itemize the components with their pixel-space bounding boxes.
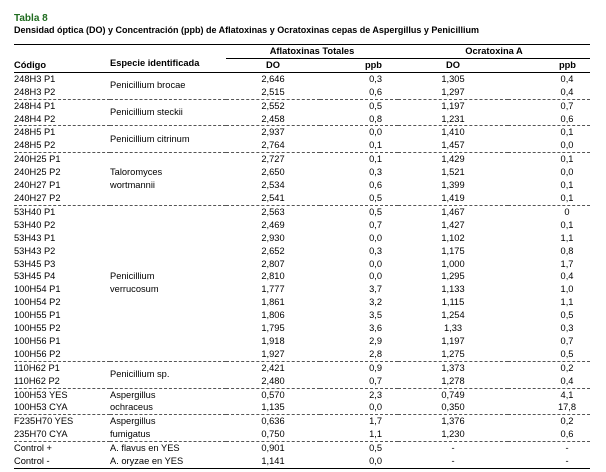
cell-code: 110H62 P2 <box>14 375 60 386</box>
species-line: Penicillium brocae <box>110 80 186 91</box>
cell-afla-do: 2,646 <box>261 73 285 84</box>
cell-afla-do: 1,918 <box>261 335 285 346</box>
cell-code: 248H4 P2 <box>14 113 56 124</box>
cell-species <box>110 415 226 442</box>
header-row-sub <box>14 58 590 72</box>
cell-afla-do: 1,795 <box>261 323 285 334</box>
cell-code: 248H5 P1 <box>14 126 110 139</box>
cell-ocra-do: - <box>398 455 508 468</box>
cell-afla-do: 1,927 <box>261 348 285 359</box>
cell-afla-ppb: 0,8 <box>369 113 382 124</box>
cell-afla-do: 0,570 <box>226 388 320 401</box>
cell-afla-ppb: 0,0 <box>320 455 398 468</box>
cell-afla-ppb: 0,0 <box>320 126 398 139</box>
cell-ocra-do: 1,33 <box>443 323 463 334</box>
cell-afla-ppb: 0,3 <box>369 245 382 256</box>
col-header-aflatoxinas: Aflatoxinas Totales <box>226 45 398 59</box>
cell-ocra-ppb: 0,0 <box>560 140 574 151</box>
cell-afla-ppb: 2,3 <box>320 388 398 401</box>
cell-ocra-ppb: 0,5 <box>560 348 574 359</box>
table-row <box>14 335 590 348</box>
cell-species: A. flavus en YES <box>110 442 226 455</box>
cell-afla-ppb: 0,5 <box>320 205 398 218</box>
cell-ocra-ppb: 0,7 <box>508 99 590 112</box>
table-row <box>14 232 590 245</box>
table-row <box>14 375 590 388</box>
cell-ocra-do: 1,115 <box>441 297 465 308</box>
cell-ocra-do: 1,521 <box>441 167 465 178</box>
species-line: Taloromyces <box>110 167 163 178</box>
cell-afla-do: 1,141 <box>226 455 320 468</box>
species-line: Penicillium steckii <box>110 107 183 118</box>
col-header-afla-do: DO <box>226 58 320 72</box>
table-row <box>14 126 590 139</box>
cell-afla-do: 2,458 <box>261 113 285 124</box>
table-row <box>14 309 590 322</box>
cell-afla-do: 1,135 <box>261 402 285 413</box>
cell-afla-do: 0,636 <box>226 415 320 428</box>
cell-afla-ppb: 0,0 <box>369 258 382 269</box>
species-line: Penicillium <box>110 271 155 282</box>
cell-afla-do: 0,901 <box>226 442 320 455</box>
cell-afla-ppb: 0,5 <box>369 192 382 203</box>
cell-ocra-do: 1,175 <box>441 245 465 256</box>
cell-ocra-do: 1,197 <box>441 335 465 346</box>
table-row <box>14 166 590 179</box>
cell-ocra-do: 1,102 <box>441 232 465 243</box>
col-header-ocratoxina: Ocratoxina A <box>398 45 590 59</box>
table-row <box>14 113 590 126</box>
cell-code: 240H27 P2 <box>14 192 61 203</box>
cell-ocra-do: 1,427 <box>441 219 465 230</box>
table-row <box>14 428 590 441</box>
col-header-afla-ppb: ppb <box>320 58 398 72</box>
col-header-ocra-do: DO <box>398 58 508 72</box>
cell-code: 235H70 CYA <box>14 429 68 440</box>
species-line: Penicillium sp. <box>110 369 170 380</box>
cell-afla-ppb: 0,6 <box>369 180 382 191</box>
cell-ocra-ppb: 0,2 <box>508 415 590 428</box>
cell-ocra-ppb: 0,1 <box>560 192 574 203</box>
cell-code: 248H3 P2 <box>14 86 56 97</box>
cell-ocra-ppb: 0 <box>508 205 590 218</box>
cell-afla-ppb: 3,2 <box>369 297 382 308</box>
cell-afla-do: 2,480 <box>261 375 285 386</box>
cell-ocra-ppb: 1,1 <box>560 297 574 308</box>
cell-afla-ppb: 0,3 <box>369 73 382 84</box>
cell-ocra-do: - <box>398 442 508 455</box>
species-line: Aspergillus <box>110 389 156 400</box>
table-row <box>14 219 590 232</box>
cell-code: 100H56 P1 <box>14 335 61 346</box>
table-row <box>14 348 590 361</box>
cell-ocra-do: 1,305 <box>441 73 465 84</box>
cell-code: Control - <box>14 455 110 468</box>
cell-afla-ppb: 0,0 <box>369 271 382 282</box>
cell-afla-do: 2,563 <box>226 205 320 218</box>
cell-code: 240H25 P2 <box>14 167 61 178</box>
cell-species: A. oryzae en YES <box>110 455 226 468</box>
species-line: verrucosum <box>110 284 159 295</box>
cell-species <box>110 361 226 388</box>
col-header-especie-label: Especie identificada <box>110 58 226 72</box>
cell-ocra-ppb: 0,8 <box>560 245 574 256</box>
cell-afla-do: 1,861 <box>261 297 285 308</box>
table-row <box>14 72 590 85</box>
cell-afla-ppb: 3,6 <box>369 323 382 334</box>
cell-afla-ppb: 3,7 <box>369 284 382 295</box>
cell-ocra-ppb: 0,1 <box>560 219 574 230</box>
cell-ocra-ppb: 0,6 <box>560 113 574 124</box>
table-row <box>14 139 590 152</box>
table-row <box>14 205 590 218</box>
cell-afla-ppb: 0,6 <box>369 86 382 97</box>
cell-code: 100H55 P1 <box>14 310 61 321</box>
table-row <box>14 258 590 271</box>
cell-ocra-do: 1,419 <box>441 192 465 203</box>
cell-afla-ppb: 2,8 <box>369 348 382 359</box>
cell-ocra-ppb: 0,3 <box>560 323 574 334</box>
cell-afla-ppb: 0,1 <box>320 153 398 166</box>
cell-ocra-ppb: 0,1 <box>508 126 590 139</box>
header-row-top <box>14 45 590 59</box>
cell-code: 248H4 P1 <box>14 99 110 112</box>
cell-code: 240H25 P1 <box>14 153 110 166</box>
cell-code: 53H45 P4 <box>14 271 56 282</box>
cell-species <box>110 205 226 361</box>
table-row <box>14 283 590 296</box>
cell-ocra-do: 0,350 <box>441 402 465 413</box>
cell-afla-ppb: 0,7 <box>369 219 382 230</box>
cell-species <box>110 99 226 126</box>
cell-afla-do: 2,930 <box>261 232 285 243</box>
cell-ocra-ppb: 0,1 <box>560 180 574 191</box>
cell-code: 100H54 P1 <box>14 284 61 295</box>
cell-ocra-do: 1,376 <box>398 415 508 428</box>
cell-ocra-do: 1,231 <box>441 113 465 124</box>
cell-ocra-ppb: 17,8 <box>557 402 577 413</box>
cell-afla-do: 2,469 <box>261 219 285 230</box>
cell-ocra-do: 1,457 <box>441 140 465 151</box>
cell-ocra-ppb: 1,0 <box>560 284 574 295</box>
col-header-codigo <box>14 45 110 59</box>
cell-ocra-ppb: - <box>508 442 590 455</box>
cell-afla-ppb: 3,5 <box>369 310 382 321</box>
cell-afla-ppb: 0,5 <box>320 99 398 112</box>
species-line: fumigatus <box>110 429 151 440</box>
table-body <box>14 72 590 468</box>
cell-ocra-ppb: 0,4 <box>560 73 574 84</box>
cell-species <box>110 388 226 415</box>
cell-afla-do: 2,552 <box>226 99 320 112</box>
cell-ocra-ppb: 0,6 <box>560 429 574 440</box>
cell-afla-do: 2,807 <box>261 258 285 269</box>
cell-code: 100H56 P2 <box>14 348 61 359</box>
cell-code: 53H45 P3 <box>14 258 56 269</box>
cell-code: 248H5 P2 <box>14 140 56 151</box>
cell-ocra-do: 1,254 <box>441 310 465 321</box>
cell-afla-do: 2,541 <box>261 192 285 203</box>
table-row <box>14 179 590 192</box>
table-row <box>14 86 590 99</box>
cell-ocra-ppb: 0,4 <box>560 271 574 282</box>
cell-ocra-do: 1,275 <box>441 348 465 359</box>
table-caption: Densidad óptica (DO) y Concentración (ppb) de Aflatoxinas y Ocratoxinas cepas de Aspergillus y Penicillium <box>14 25 479 35</box>
cell-ocra-do: 1,000 <box>441 258 465 269</box>
table-row <box>14 401 590 414</box>
cell-ocra-ppb: 1,1 <box>560 232 574 243</box>
table-row <box>14 99 590 112</box>
cell-afla-ppb: 1,1 <box>369 429 382 440</box>
cell-afla-do: 2,810 <box>261 271 285 282</box>
cell-ocra-ppb: 1,7 <box>560 258 574 269</box>
cell-code: 53H43 P1 <box>14 232 56 243</box>
cell-afla-do: 2,652 <box>261 245 285 256</box>
cell-afla-do: 0,750 <box>261 429 285 440</box>
cell-afla-ppb: 0,7 <box>369 375 382 386</box>
cell-code: F235H70 YES <box>14 415 110 428</box>
cell-afla-do: 2,515 <box>261 86 285 97</box>
cell-code: 248H3 P1 <box>14 73 56 84</box>
table-row <box>14 245 590 258</box>
species-line: wortmannii <box>110 180 155 191</box>
table-row <box>14 361 590 374</box>
cell-afla-ppb: 0,5 <box>320 442 398 455</box>
col-header-especie <box>110 45 226 59</box>
cell-ocra-do: 1,230 <box>441 429 465 440</box>
cell-afla-ppb: 0,1 <box>369 140 382 151</box>
cell-ocra-ppb: 4,1 <box>508 388 590 401</box>
cell-afla-ppb: 0,9 <box>320 361 398 374</box>
cell-ocra-do: 1,295 <box>441 271 465 282</box>
table-row <box>14 270 590 283</box>
table-row <box>14 388 590 401</box>
cell-code: 53H40 P1 <box>14 205 110 218</box>
cell-afla-do: 2,727 <box>226 153 320 166</box>
cell-ocra-ppb: 0,7 <box>560 335 574 346</box>
col-header-codigo-label: Código <box>14 58 110 72</box>
cell-species <box>110 72 226 99</box>
cell-afla-ppb: 1,7 <box>320 415 398 428</box>
cell-ocra-do: 0,749 <box>398 388 508 401</box>
cell-species <box>110 126 226 153</box>
cell-ocra-do: 1,399 <box>441 180 465 191</box>
cell-afla-do: 1,777 <box>261 284 285 295</box>
cell-ocra-do: 1,278 <box>441 375 465 386</box>
cell-afla-do: 1,806 <box>261 310 285 321</box>
cell-ocra-ppb: 0,2 <box>508 361 590 374</box>
cell-ocra-do: 1,297 <box>441 86 465 97</box>
cell-ocra-ppb: 0,1 <box>508 153 590 166</box>
cell-code: 110H62 P1 <box>14 361 110 374</box>
control-row <box>14 442 590 455</box>
cell-afla-do: 2,421 <box>226 361 320 374</box>
control-row <box>14 455 590 468</box>
cell-ocra-do: 1,410 <box>398 126 508 139</box>
cell-code: 53H40 P2 <box>14 219 56 230</box>
cell-afla-ppb: 0,0 <box>369 232 382 243</box>
cell-ocra-ppb: 0,5 <box>560 310 574 321</box>
cell-afla-do: 2,764 <box>261 140 285 151</box>
cell-ocra-ppb: 0,4 <box>560 86 574 97</box>
cell-ocra-ppb: - <box>508 455 590 468</box>
col-header-ocra-ppb: ppb <box>508 58 590 72</box>
cell-afla-do: 2,650 <box>261 167 285 178</box>
cell-ocra-ppb: 0,0 <box>560 167 574 178</box>
cell-afla-ppb: 0,0 <box>369 402 382 413</box>
table-row <box>14 192 590 205</box>
cell-code: 100H54 P2 <box>14 297 61 308</box>
cell-afla-do: 2,534 <box>261 180 285 191</box>
cell-ocra-do: 1,197 <box>398 99 508 112</box>
cell-ocra-do: 1,373 <box>398 361 508 374</box>
cell-ocra-do: 1,133 <box>441 284 465 295</box>
table-row <box>14 322 590 335</box>
table-row <box>14 153 590 166</box>
cell-ocra-do: 1,429 <box>398 153 508 166</box>
cell-code: 53H43 P2 <box>14 245 56 256</box>
cell-code: 100H53 YES <box>14 388 110 401</box>
cell-species <box>110 153 226 206</box>
cell-afla-do: 2,937 <box>226 126 320 139</box>
table-row <box>14 296 590 309</box>
table-label: Tabla 8 <box>14 13 48 24</box>
cell-ocra-do: 1,467 <box>398 205 508 218</box>
cell-code: 240H27 P1 <box>14 180 61 191</box>
cell-code: Control + <box>14 442 110 455</box>
cell-afla-ppb: 0,3 <box>369 167 382 178</box>
species-line: Penicillium citrinum <box>110 133 190 144</box>
cell-code: 100H53 CYA <box>14 402 68 413</box>
species-line: ochraceus <box>110 402 153 413</box>
cell-ocra-ppb: 0,4 <box>560 375 574 386</box>
species-line: Aspergillus <box>110 416 156 427</box>
cell-afla-ppb: 2,9 <box>369 335 382 346</box>
results-table <box>14 44 590 469</box>
table-row <box>14 415 590 428</box>
cell-code: 100H55 P2 <box>14 323 61 334</box>
